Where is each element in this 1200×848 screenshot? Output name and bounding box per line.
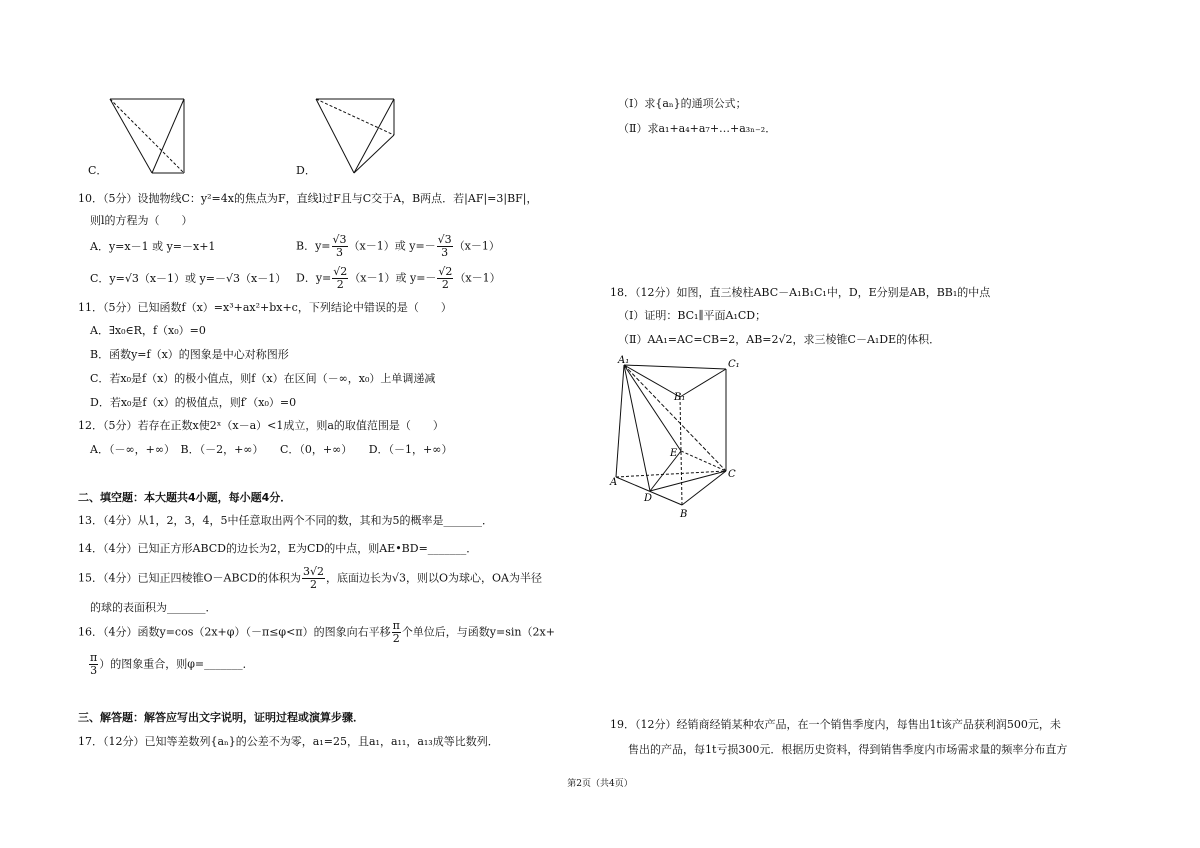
q17-stem: 17．（12分）已知等差数列{aₙ}的公差不为零，a₁=25，且a₁，a₁₁，a₁₃成等比数列． xyxy=(78,735,499,748)
q11-stem: 11．（5分）已知函数f（x）=x³+ax²+bx+c，下列结论中错误的是（ ） xyxy=(78,301,452,314)
q12-stem: 12．（5分）若存在正数x使2ˣ（x－a）<1成立，则a的取值范围是（ ） xyxy=(78,419,444,432)
q18-prism-figure xyxy=(608,355,748,520)
q11-option-d: D．若x₀是f（x）的极值点，则f′（x₀）=0 xyxy=(90,396,297,409)
q10-stem-line2: 则l的方程为（ ） xyxy=(90,214,193,227)
q17-part2: （Ⅱ）求a₁+a₄+a₇+…+a₃ₙ₋₂． xyxy=(618,122,777,135)
figure-c-label: C． xyxy=(88,164,108,177)
q16-line1 xyxy=(78,620,555,645)
q16-suffix: 个单位后，与函数y=sin（2x+ xyxy=(401,625,555,639)
q16-line2-text: ）的图象重合，则φ=_______． xyxy=(99,657,254,671)
q18-stem: 18．（12分）如图，直三棱柱ABC－A₁B₁C₁中，D，E分别是AB，BB₁的中点 xyxy=(610,286,991,299)
q10-b-fraction-2: $\frac{√3}{3}$ xyxy=(437,233,452,259)
q10-option-a: A．y=x－1 或 y=－x+1 xyxy=(90,240,216,253)
q16-line2 xyxy=(88,652,254,677)
q15-suffix: ，底面边长为√3，则以O为球心，OA为半径 xyxy=(326,571,542,585)
q16-fraction-2: $\frac{\pi}{3}$ xyxy=(90,651,98,677)
q18-part2: （Ⅱ）AA₁=AC=CB=2，AB=2√2，求三棱锥C－A₁DE的体积． xyxy=(618,333,941,346)
q16-fraction: $\frac{\pi}{2}$ xyxy=(392,619,400,645)
q15-fraction: $\frac{3√2}{2}$ xyxy=(302,565,324,591)
q10-option-d xyxy=(296,266,501,291)
figure-option-d xyxy=(310,95,410,180)
label-d: D xyxy=(644,493,653,504)
q10-b-middle: （x－1）或 y=－ xyxy=(348,239,436,253)
q14: 14．（4分）已知正方形ABCD的边长为2，E为CD的中点，则AE•BD=_______． xyxy=(78,542,478,555)
q10-d-middle: （x－1）或 y=－ xyxy=(349,271,437,285)
q11-option-b: B．函数y=f（x）的图象是中心对称图形 xyxy=(90,348,289,361)
q19-stem: 19．（12分）经销商经销某种农产品，在一个销售季度内，每售出1t该产品获利润500元，未 xyxy=(610,718,1061,731)
q10-d-fraction-1: $\frac{√2}{2}$ xyxy=(333,265,348,291)
q10-option-b xyxy=(296,234,500,259)
q10-d-prefix: D．y= xyxy=(296,271,332,285)
q19-stem-line2: 售出的产品，每1t亏损300元．根据历史资料，得到销售季度内市场需求量的频率分布直方 xyxy=(628,743,1068,756)
label-c: C xyxy=(728,469,736,480)
q10-d-suffix: （x－1） xyxy=(454,271,501,285)
q15-line1 xyxy=(78,566,542,591)
label-a1: A₁ xyxy=(618,355,630,366)
page-footer: 第2页（共4页） xyxy=(567,779,633,789)
figure-d-label: D． xyxy=(296,164,316,177)
q15-prefix: 15．（4分）已知正四棱锥O－ABCD的体积为 xyxy=(78,571,301,585)
label-b1: B₁ xyxy=(674,392,686,403)
q10-option-c: C．y=√3（x－1）或 y=－√3（x－1） xyxy=(90,272,287,285)
q10-b-suffix: （x－1） xyxy=(453,239,500,253)
q17-part1: （Ⅰ）求{aₙ}的通项公式； xyxy=(618,97,747,110)
q13: 13．（4分）从1，2，3，4，5中任意取出两个不同的数，其和为5的概率是_______． xyxy=(78,514,493,527)
q10-stem: 10．（5分）设抛物线C：y²=4x的焦点为F，直线l过F且与C交于A，B两点．若|AF|=3|BF|， xyxy=(78,192,538,205)
q10-d-fraction-2: $\frac{√2}{2}$ xyxy=(438,265,453,291)
q15-line2: 的球的表面积为_______． xyxy=(90,601,217,614)
q11-option-a: A．∃x₀∈R，f（x₀）=0 xyxy=(90,324,206,337)
q18-part1: （Ⅰ）证明：BC₁∥平面A₁CD； xyxy=(618,309,767,322)
q11-option-c: C．若x₀是f（x）的极小值点，则f（x）在区间（－∞，x₀）上单调递减 xyxy=(90,372,436,385)
q10-b-prefix: B．y= xyxy=(296,239,331,253)
label-c1: C₁ xyxy=(728,359,740,370)
section-fill-in-heading: 二、填空题：本大题共4小题，每小题4分． xyxy=(78,491,292,504)
q12-options: A．（－∞，+∞） B．（－2，+∞） C．（0，+∞） D．（－1，+∞） xyxy=(90,443,453,456)
label-b: B xyxy=(680,509,688,520)
figure-option-c xyxy=(100,95,200,180)
section-solutions-heading: 三、解答题：解答应写出文字说明，证明过程或演算步骤． xyxy=(78,711,364,724)
q10-b-fraction-1: $\frac{√3}{3}$ xyxy=(332,233,347,259)
label-a: A xyxy=(610,477,618,488)
label-e: E xyxy=(670,448,678,459)
q16-prefix: 16．（4分）函数y=cos（2x+φ）（－π≤φ<π）的图象向右平移 xyxy=(78,625,391,639)
